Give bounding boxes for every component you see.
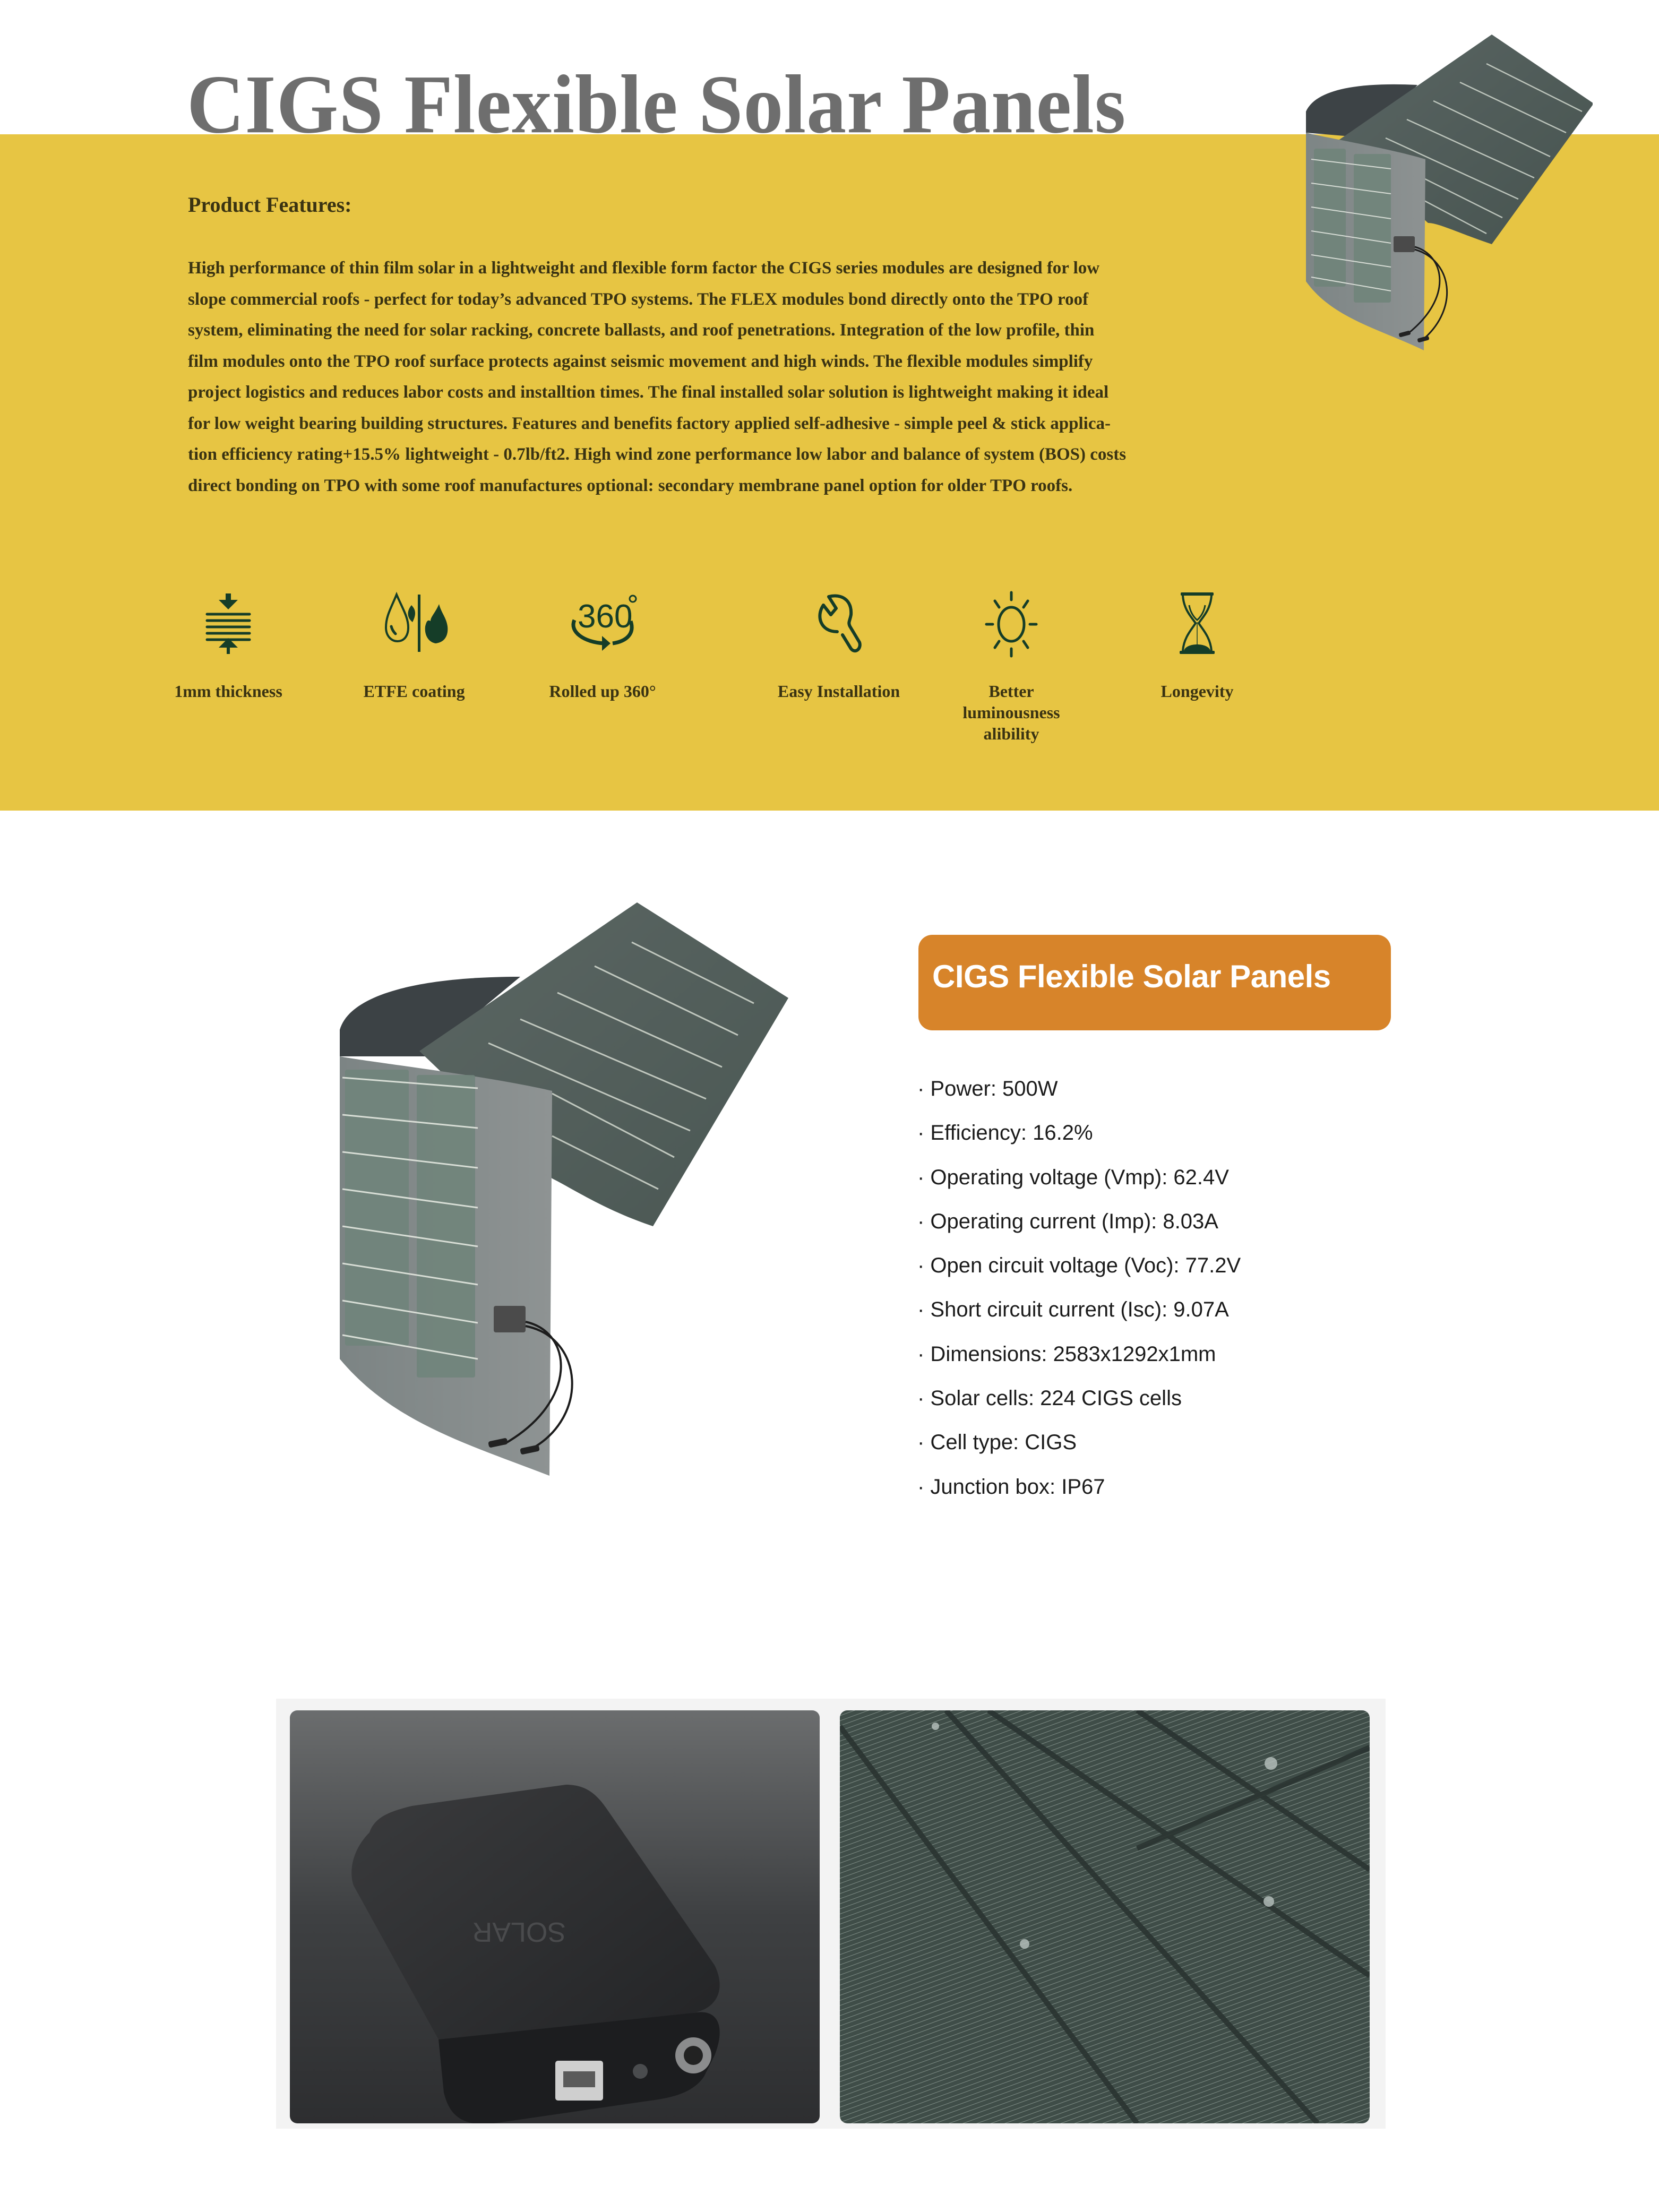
- svg-text:360: 360: [578, 598, 633, 635]
- sun-icon: [977, 589, 1046, 658]
- feature-longevity: [1118, 589, 1277, 702]
- spec-solar-cells: · Solar cells: 224 CIGS cells: [917, 1387, 1182, 1410]
- paragraph-line: system, eliminating the need for solar racking, concrete ballasts, and roof penetrations. Integration of the low profile, thin: [188, 321, 1095, 340]
- spec-operating-current: · Operating current (Imp): 8.03A: [917, 1209, 1218, 1233]
- spec-operating-voltage: · Operating voltage (Vmp): 62.4V: [917, 1165, 1229, 1189]
- spec-power: · Power: 500W: [917, 1077, 1058, 1100]
- spec-short-circuit-current: · Short circuit current (Isc): 9.07A: [917, 1298, 1229, 1322]
- features-heading: Product Features:: [188, 193, 352, 217]
- feature-label: Better luminousness alibility: [962, 682, 1060, 743]
- controller-box-image: [290, 1710, 820, 2123]
- spec-dimensions: · Dimensions: 2583x1292x1mm: [917, 1342, 1216, 1366]
- spec-title: CIGS Flexible Solar Panels: [932, 959, 1331, 994]
- paragraph-line: tion efficiency rating+15.5% lightweight - 0.7lb/ft2. High wind zone performance low labor and balance of system (BOS) costs: [188, 445, 1127, 464]
- paragraph-line: High performance of thin film solar in a lightweight and flexible form factor the CIGS series modules are designed for low: [188, 259, 1100, 278]
- feature-label: 1mm thickness: [174, 682, 282, 701]
- feature-luminousness: [932, 589, 1091, 744]
- panel-texture-image: [840, 1710, 1370, 2123]
- spec-efficiency: · Efficiency: 16.2%: [917, 1121, 1093, 1145]
- feature-installation: [759, 589, 918, 702]
- controller-label: SOLAR: [472, 1916, 566, 1947]
- feature-label: Rolled up 360°: [549, 682, 656, 701]
- hero-solar-panel-image: [1285, 32, 1593, 488]
- product-solar-panel-image: [329, 892, 796, 1566]
- hourglass-icon: [1163, 589, 1232, 658]
- feature-label: Longevity: [1161, 682, 1234, 701]
- water-fire-icon: [380, 589, 449, 658]
- paragraph-line: for low weight bearing building structures. Features and benefits factory applied self-adhesive - simple peel & stick applica-: [188, 414, 1111, 433]
- feature-label: ETFE coating: [363, 682, 465, 701]
- wrench-icon: [804, 589, 873, 658]
- page-title: CIGS Flexible Solar Panels: [187, 58, 1127, 151]
- thickness-icon: [194, 589, 263, 658]
- paragraph-line: film modules onto the TPO roof surface protects against seismic movement and high winds. The flexible modules simplify: [188, 351, 1093, 371]
- feature-thickness: [149, 589, 308, 702]
- spec-open-circuit-voltage: · Open circuit voltage (Voc): 77.2V: [917, 1254, 1241, 1278]
- feature-label: Easy Installation: [777, 682, 900, 701]
- features-paragraph: [188, 253, 1197, 501]
- spec-title-badge: [918, 935, 1391, 1030]
- feature-rolled: [523, 589, 682, 702]
- rotate-360-icon: [557, 589, 648, 658]
- spec-list: [917, 1067, 1241, 1509]
- panel-texture-photo: [840, 1710, 1370, 2123]
- spec-cell-type: · Cell type: CIGS: [917, 1431, 1077, 1454]
- spec-junction-box: · Junction box: IP67: [917, 1475, 1105, 1499]
- feature-etfe: [334, 589, 494, 702]
- controller-photo: [290, 1710, 820, 2123]
- paragraph-line: direct bonding on TPO with some roof manufactures optional: secondary membrane panel option for older TPO roofs.: [188, 476, 1073, 495]
- paragraph-line: slope commercial roofs - perfect for today’s advanced TPO systems. The FLEX modules bond directly onto the TPO roof: [188, 289, 1089, 309]
- paragraph-line: project logistics and reduces labor costs and installtion times. The final installed solar solution is lightweight making it ideal: [188, 383, 1109, 402]
